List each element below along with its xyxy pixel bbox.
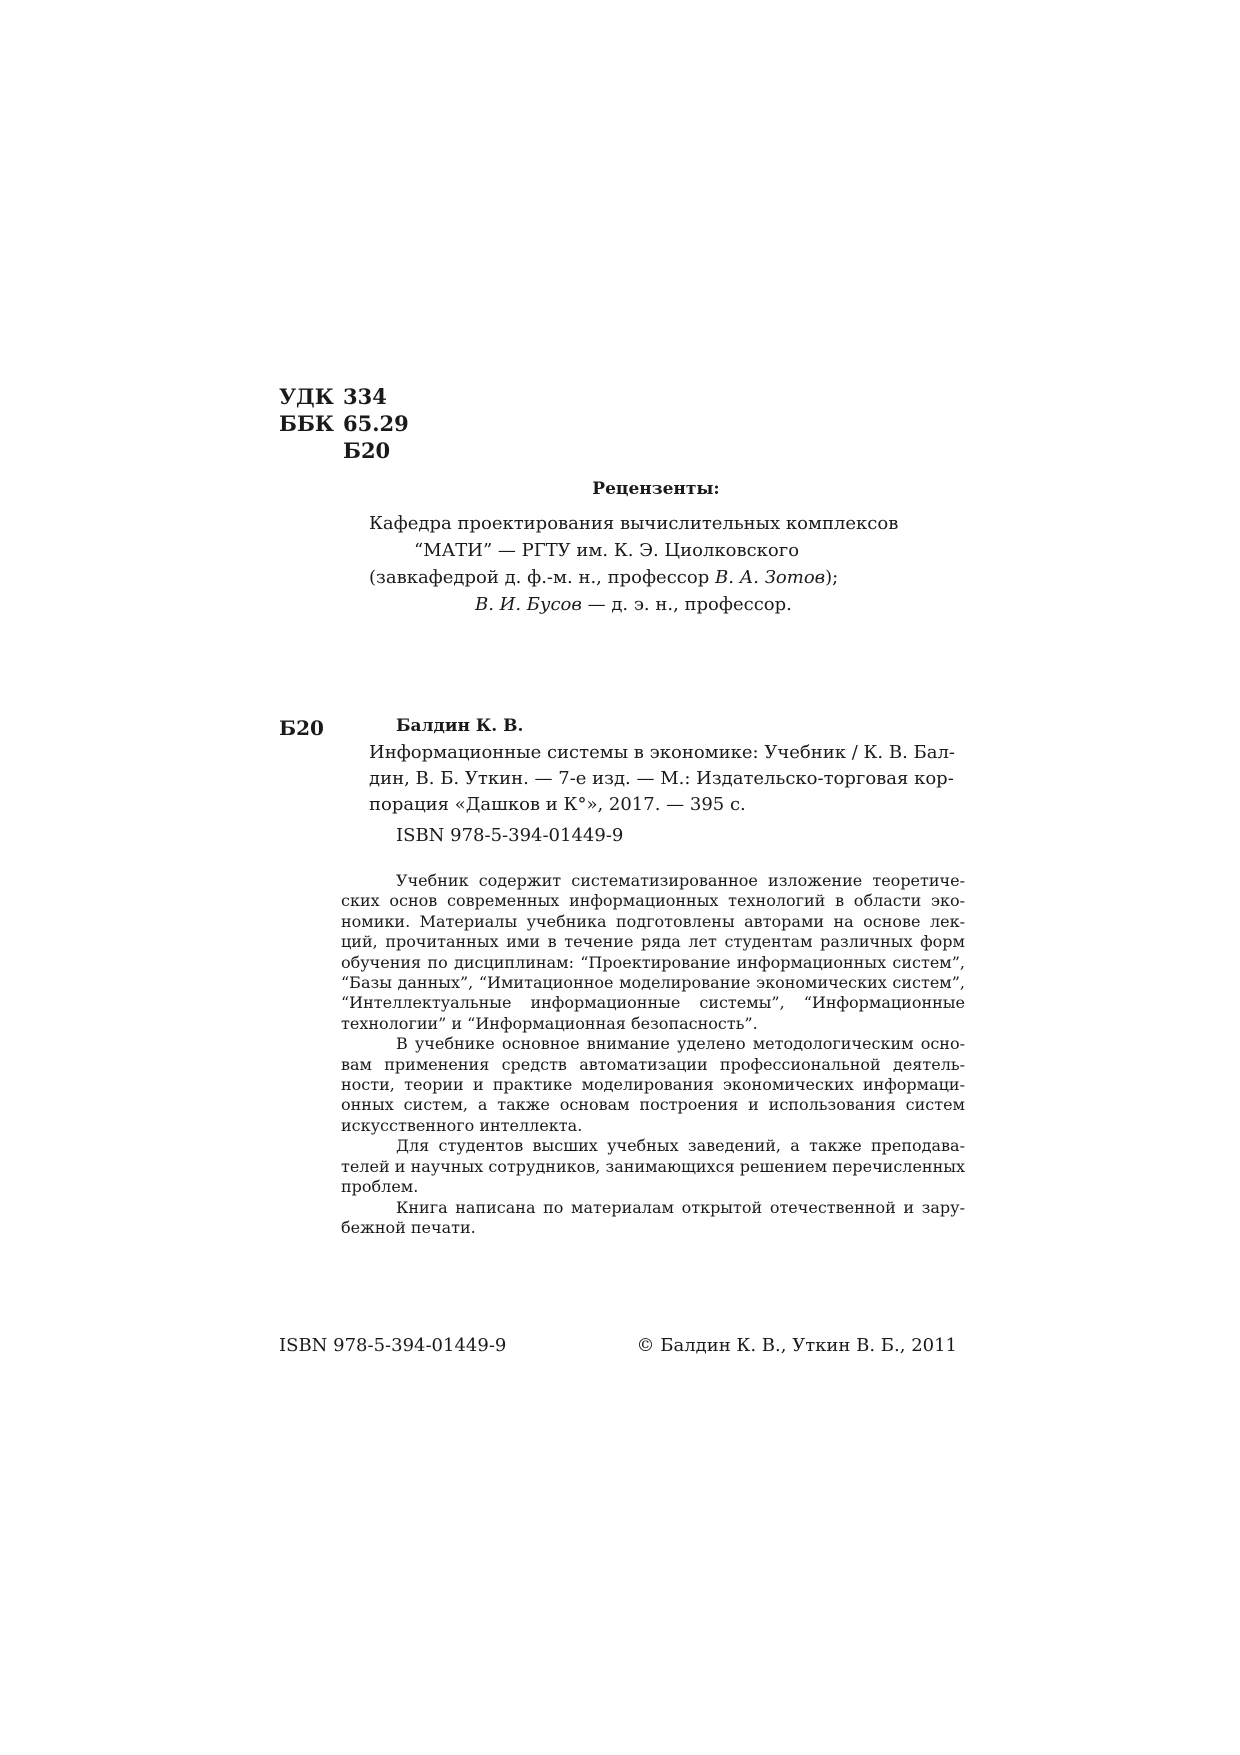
reviewer-line-3-pre: (завкафедрой д. ф.-м. н., профессор xyxy=(369,567,715,588)
catalog-desc-line-3: порация «Дашков и К°», 2017. — 395 с. xyxy=(369,794,746,815)
reviewer-line-4-post: — д. э. н., профессор. xyxy=(581,594,792,615)
bbk-value: 65.29 xyxy=(343,411,409,436)
author-mark-row xyxy=(279,437,409,464)
bbk-row xyxy=(279,410,409,437)
catalog-code: Б20 xyxy=(279,716,324,740)
reviewer-name-busov: В. И. Бусов xyxy=(475,594,582,615)
reviewer-line-3 xyxy=(369,567,838,588)
reviewer-line-1: Кафедра проектирования вычислительных комплексов xyxy=(369,513,899,534)
reviewer-line-3-post: ); xyxy=(825,567,839,588)
author-mark: Б20 xyxy=(343,438,391,463)
catalog-desc-line-2: дин, В. Б. Уткин. — 7-е изд. — М.: Издательско-торговая кор- xyxy=(369,768,954,789)
udk-row xyxy=(279,383,409,410)
catalog-description xyxy=(369,740,969,818)
catalog-author: Балдин К. В. xyxy=(396,716,524,736)
abstract-paragraph-3: Для студентов высших учебных заведений, а также преподавателей и научных сотрудников, занимающихся решением перечисленных проблем. xyxy=(341,1136,965,1197)
bbk-label: ББК xyxy=(279,411,334,436)
reviewer-line-4 xyxy=(475,594,792,615)
footer-isbn: ISBN 978-5-394-01449-9 xyxy=(279,1335,507,1356)
classification-block xyxy=(279,383,409,464)
abstract-paragraph-1: Учебник содержит систематизированное изложение теоретических основ современных информационных технологий в области экономики. Материалы учебника подготовлены авторами на основе лекций, прочитанных ими в течение ряда лет студентам различных форм обучения по дисциплинам: “Проектирование информационных систем”, “Базы данных”, “Имитационное моделирование экономических систем”, “Интеллектуальные информационные системы”, “Информационные технологии” и “Информационная безопасность”. xyxy=(341,871,965,1033)
catalog-isbn: ISBN 978-5-394-01449-9 xyxy=(396,825,624,846)
catalog-desc-line-1: Информационные системы в экономике: Учебник / К. В. Бал- xyxy=(369,742,956,763)
udk-label: УДК xyxy=(279,384,334,409)
abstract-paragraph-2: В учебнике основное внимание уделено методологическим основам применения средств автоматизации профессиональной деятельности, теории и практике моделирования экономических информационных систем, а также основам построения и использования систем искусственного интеллекта. xyxy=(341,1034,965,1135)
abstract xyxy=(341,871,965,1238)
reviewer-name-zotov: В. А. Зотов xyxy=(714,567,826,588)
abstract-paragraph-4: Книга написана по материалам открытой отечественной и зарубежной печати. xyxy=(341,1197,965,1237)
reviewers-title: Рецензенты: xyxy=(592,479,720,499)
reviewer-line-2: “МАТИ” — РГТУ им. К. Э. Циолковского xyxy=(414,540,800,561)
udk-value: 334 xyxy=(343,384,387,409)
footer-copyright: © Балдин К. В., Уткин В. Б., 2011 xyxy=(636,1335,957,1356)
